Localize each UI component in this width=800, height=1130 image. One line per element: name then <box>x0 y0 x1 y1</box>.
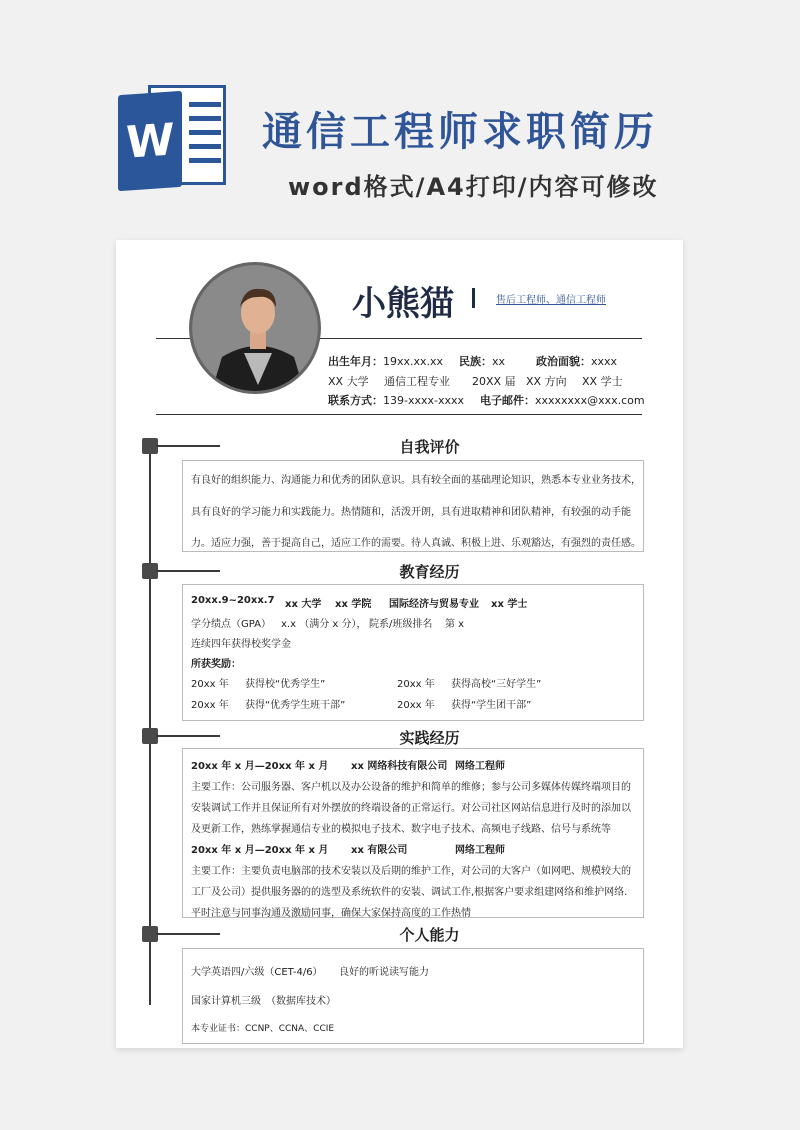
awards-label: 所获奖励： <box>191 659 241 670</box>
political-field <box>536 353 617 369</box>
job-desc-line: 工厂及公司）提供服务器的的选型及系统软件的安装、调试工作,根据客户要求组建网络和维护网络. <box>191 887 628 898</box>
email-field <box>480 392 645 408</box>
award-text: 获得校“优秀学生” <box>245 679 326 690</box>
email-label: 电子邮件： <box>480 394 535 407</box>
english-skill: 大学英语四/六级（CET-4/6） <box>191 967 323 978</box>
edu-college: xx 学院 <box>335 599 372 610</box>
target-roles: 售后工程师、通信工程师 <box>496 295 606 306</box>
practice-box <box>182 748 644 918</box>
major-value: 通信工程专业 <box>384 375 450 388</box>
section-title-practice: 实践经历 <box>399 729 460 747</box>
job-desc-line: 安装调试工作并且保证所有对外摆放的终端设备的正常运行。对公司社区网站信息进行及时的添加以 <box>191 803 631 814</box>
rank-label: 院系/班级排名 <box>369 619 433 630</box>
gpa-value: x.x （满分 x 分）， <box>281 619 367 630</box>
award-text: 获得“学生团干部” <box>451 700 532 711</box>
self-eval-line: 具有良好的学习能力和实践能力。热情随和，活泼开朗，具有进取精神和团队精神，有较强的动手能 <box>191 507 631 518</box>
computer-skill: 国家计算机三级 （数据库技术） <box>191 996 336 1007</box>
edu-major: 国际经济与贸易专业 <box>389 599 479 610</box>
self-eval-box <box>182 460 644 552</box>
job-company: xx 有限公司 <box>351 845 408 856</box>
birth-label: 出生年月： <box>328 355 383 368</box>
edu-degree: xx 学士 <box>491 599 528 610</box>
candidate-name: 小熊猫 <box>352 284 454 324</box>
resume-page <box>116 240 683 1048</box>
banner-title: 通信工程师求职简历 <box>262 109 658 155</box>
grade-value: 20XX 届 <box>472 375 516 388</box>
award-year: 20xx 年 <box>397 700 435 711</box>
self-eval-line: 力。适应力强，善于提高自己，适应工作的需要。待人真诚、积极上进、乐观豁达，有强烈的责任感。 <box>191 538 641 549</box>
banner-subtitle: word格式/A4打印/内容可修改 <box>288 173 659 201</box>
political-value: xxxx <box>591 355 618 368</box>
ethnic-label: 民族： <box>459 355 492 368</box>
job-desc-line: 主要工作：主要负责电脑部的技术安装以及后期的维护工作，对公司的大客户（如网吧、规模较大的 <box>191 866 631 877</box>
education-box <box>182 584 644 721</box>
award-text: 获得“优秀学生班干部” <box>245 700 346 711</box>
award-year: 20xx 年 <box>397 679 435 690</box>
job-desc-line: 及更新工作，熟练掌握通信专业的模拟电子技术、数字电子技术、高频电子线路、信号与系统等 <box>191 824 611 835</box>
edu-period: 20xx.9~20xx.7 <box>191 595 275 606</box>
timeline-line <box>149 445 151 1005</box>
award-text: 获得高校“三好学生” <box>451 679 542 690</box>
word-letter-badge: W <box>118 91 182 191</box>
contact-label: 联系方式： <box>328 394 383 407</box>
job-position: 网络工程师 <box>455 845 505 856</box>
degree-value: XX 学士 <box>582 375 623 388</box>
school-value: XX 大学 <box>328 375 369 388</box>
scholarship: 连续四年获得校奖学金 <box>191 639 291 650</box>
job-period: 20xx 年 x 月—20xx 年 x 月 <box>191 845 329 856</box>
section-title-self-eval: 自我评价 <box>399 438 460 456</box>
contact-value: 139-xxxx-xxxx <box>383 394 465 407</box>
job-desc-line: 平时注意与同事沟通及激励同事，确保大家保持高度的工作热情 <box>191 908 471 919</box>
skills-box <box>182 948 644 1044</box>
info-row-1 <box>328 353 443 369</box>
ethnic-value: xx <box>492 355 506 368</box>
certificates: 本专业证书：CCNP、CCNA、CCIE <box>191 1024 335 1034</box>
contact-field <box>328 392 464 408</box>
word-logo-icon <box>118 85 228 193</box>
job-desc-line: 主要工作：公司服务器、客户机以及办公设备的维护和简单的维修；参与公司多媒体传媒终端项目的 <box>191 782 631 793</box>
english-note: 良好的听说读写能力 <box>339 967 429 978</box>
rank-value: 第 x <box>445 619 465 630</box>
award-year: 20xx 年 <box>191 700 229 711</box>
job-company: xx 网络科技有限公司 <box>351 761 448 772</box>
edu-school: xx 大学 <box>285 599 322 610</box>
ethnic-field <box>459 353 505 369</box>
self-eval-line: 有良好的组织能力、沟通能力和优秀的团队意识。具有较全面的基础理论知识，熟悉本专业业务技术， <box>191 475 641 486</box>
info-divider <box>156 414 642 415</box>
name-separator <box>472 288 475 308</box>
gpa-label: 学分绩点（GPA） <box>191 619 271 630</box>
section-title-education: 教育经历 <box>399 563 460 581</box>
job-period: 20xx 年 x 月—20xx 年 x 月 <box>191 761 329 772</box>
direction-value: XX 方向 <box>526 375 567 388</box>
avatar <box>189 262 321 394</box>
email-value: xxxxxxxx@xxx.com <box>535 394 645 407</box>
award-year: 20xx 年 <box>191 679 229 690</box>
political-label: 政治面貌： <box>536 355 591 368</box>
birth-value: 19xx.xx.xx <box>383 355 444 368</box>
job-position: 网络工程师 <box>455 761 505 772</box>
section-title-skills: 个人能力 <box>399 926 460 944</box>
